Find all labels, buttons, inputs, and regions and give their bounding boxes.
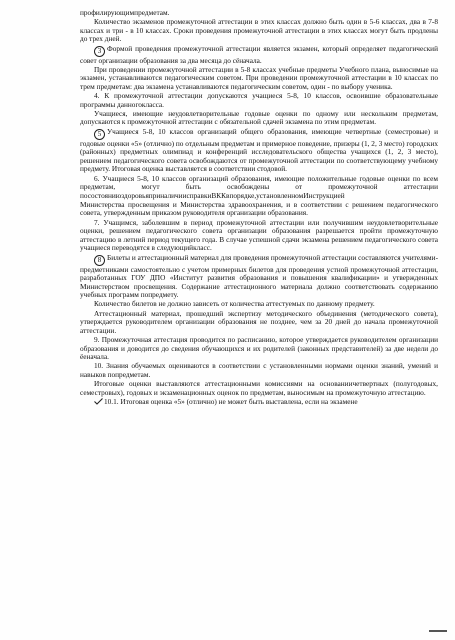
circled-number-mark: 5	[94, 129, 105, 140]
paragraph-text: При проведении промежуточной аттестации в 5-8 классах учебные предметы Учебного плана, выносимые на экзамен, устанавливаются педагогическим советом. При проведении промежуточной аттестации в 10 классах по трем предметам: два экзамена устанавливаются педагогическим советом, один - по выбору ученика.	[80, 64, 438, 91]
paragraph	[80, 336, 438, 362]
paragraph	[80, 254, 438, 300]
paragraph	[80, 18, 438, 44]
paragraph-text: Количество билетов не должно зависеть от количества аттестуемых по данному предмету.	[94, 299, 375, 309]
paragraph-text: 6. Учащиеся 5-8, 10 классов организаций образования, имеющие положительные годовые оценки по всем предметам, могут быть освобождены от промежуточной аттестации посостояниюздоровьяприналичииспpавкиВККвпорядке,установленномИнструкцией	[80, 173, 438, 200]
paragraph-text: 10. Знания обучаемых оцениваются в соответствии с установленными нормами оценки знаний, умений и навыков попредметам.	[80, 361, 438, 379]
paragraph	[80, 362, 438, 379]
paragraph	[80, 92, 438, 109]
paragraph	[80, 175, 438, 201]
paragraph	[80, 201, 438, 218]
circled-number-mark: 8	[94, 255, 105, 266]
paragraph-text: Аттестационный материал, прошедший экспертизу методического объединения (методического совета), утверждается руководителем организации образования не позднее, чем за 20 дней до начала промежуточной аттестации.	[80, 308, 438, 335]
paragraph-text: профилирующимпредметам.	[80, 8, 170, 17]
paragraph-text: Формой проведения промежуточной аттестации является экзамен, который определяет педагогический совет организации образования за два месяца до сёначала.	[80, 43, 438, 65]
circled-number-mark: 3	[94, 46, 105, 57]
checkmark-icon	[94, 398, 104, 407]
paragraph	[80, 128, 438, 174]
paragraph-text: 7. Учащимся, заболевшим в период промежуточной аттестации или получившим неудовлетворительные оценки, решением педагогического совета организации образования разрешается пройти промежуточную аттестацию в летний период текущего года. В случае успешной сдачи экзамена решением педагогического совета учащиеся переводятся в следующийкласс.	[80, 217, 438, 253]
paragraph-text: Учащиеся, имеющие неудовлетворительные годовые оценки по одному или нескольким предметам, допускаются к промежуточной аттестации с обязательной сдачей экзамена по этим предметам.	[80, 108, 438, 127]
paragraph-text: Количество экзаменов промежуточной аттестации в этих классах должно быть один в 5-6 классах, два в 7-8 классах и три - в 10 классах. Сроки проведения промежуточной аттестации в этих классах могут быть продлены до трех дней.	[80, 17, 438, 44]
paragraph-text: 10.1. Итоговая оценка «5» (отлично) не может быть выставлена, если на экзамене	[104, 396, 358, 406]
paragraph	[80, 219, 438, 253]
paragraph-text: Итоговые оценки выставляются аттестационными комиссиями на основаниичетвертных (полугодовых, семестровых), годовых и экзаменационных оценок по предметам, выносимым на промежуточную аттестацию.	[80, 379, 438, 397]
paragraph-text: 4. К промежуточной аттестации допускаются учащиеся 5-8, 10 классов, освоившие образовательные программы данногокласса.	[80, 91, 438, 109]
paragraph	[80, 45, 438, 66]
paragraph	[80, 110, 438, 127]
paragraph	[80, 380, 438, 397]
paragraph-text: 9. Промежуточная аттестация проводится по расписанию, которое утверждается руководителем организации образования и доводится до сведения обучающихся и их родителей (законных представителей) за две недели до ёеначала.	[80, 334, 438, 362]
page-edge-mark	[429, 630, 447, 632]
paragraph-text: Билеты и аттестационный материал для проведения промежуточной аттестации составляются учителями-предметниками самостоятельно с учетом примерных билетов для проведения устной промежуточной аттестации, разработанных ГОУ ДПО «Институт развития образования и повышения квалификации» и утвержденных Министерством просвещения. Содержание аттестационного материала должно соответствовать содержанию учебных программ попредмету.	[80, 252, 438, 300]
paragraph	[80, 66, 438, 92]
paragraph	[80, 310, 438, 336]
paragraph-text: Учащиеся 5-8, 10 классов организаций общего образования, имеющие четвертные (семестровые) и годовые оценки «5» (отлично) по отдельным предметам и примерное поведение, призеры (1, 2, 3 место) городских (районных) предметных олимпиад и конференций исследовательского общества учащихся (1, 2, 3 место), решением педагогического совета освобождаются от промежуточной аттестации по соответствующему учебному предмету. Итоговая оценка выставляется в соответствии стодовой.	[80, 126, 438, 174]
document-body	[80, 9, 438, 407]
paragraph-text: Министерства просвещения и Министерства здравоохранения, и в соответствии с решением педагогического совета, утвержденным приказом руководителя организации образования.	[80, 199, 438, 218]
paragraph	[80, 398, 438, 407]
